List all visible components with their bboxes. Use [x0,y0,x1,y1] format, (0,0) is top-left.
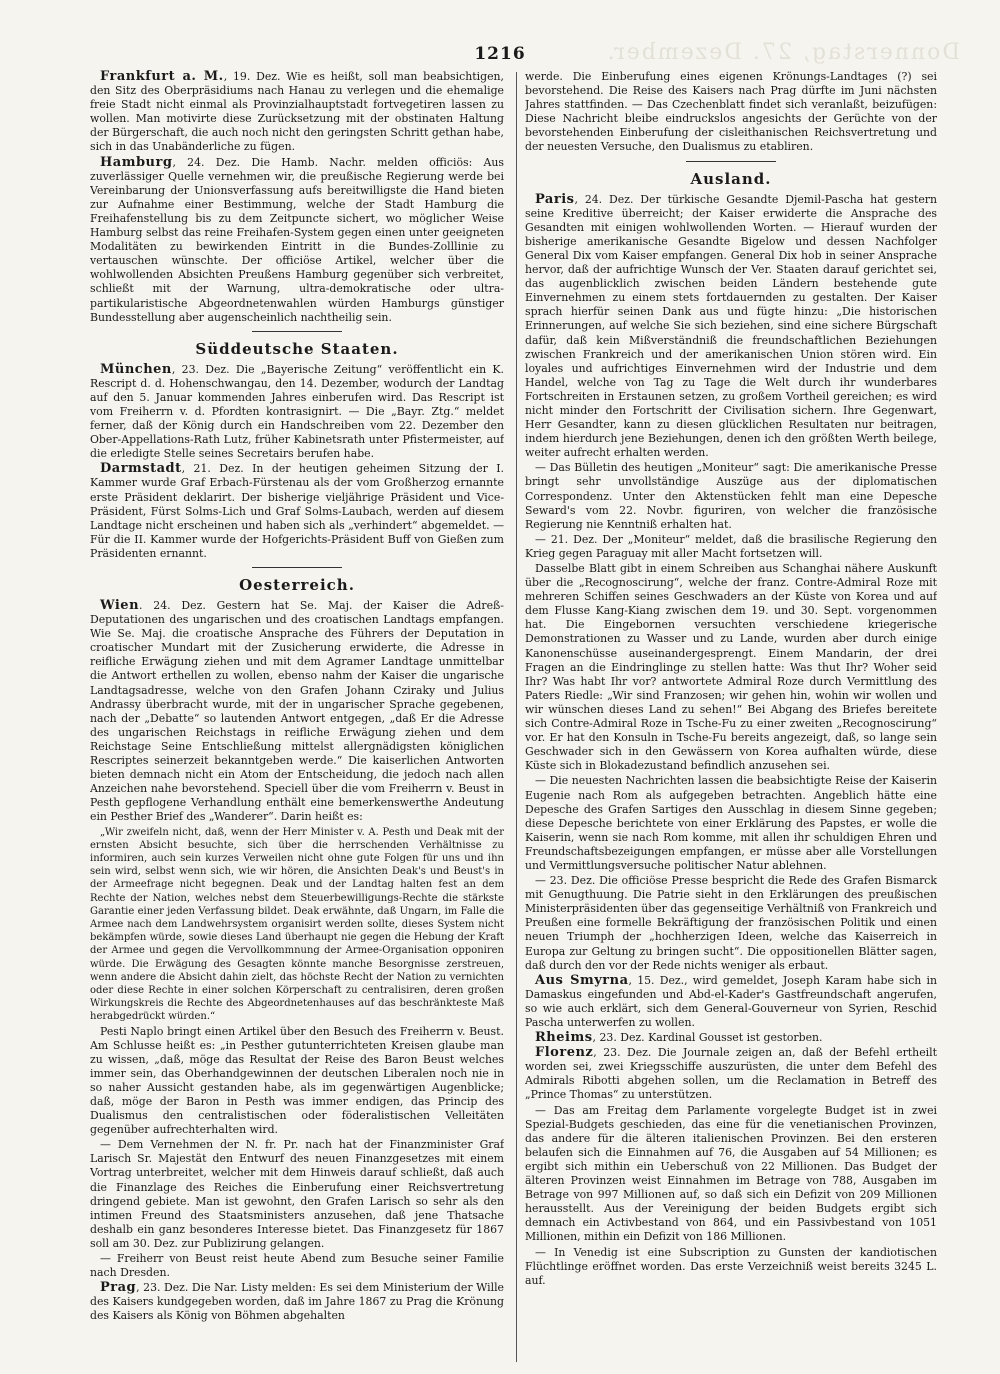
quoted-paragraph [90,826,504,1024]
paragraph-text: „Wir zweifeln nicht, daß, wenn der Herr Minister v. A. Pesth und Deak mit der ernsten Absicht besuchte, sich über die herrschenden Verhältnisse zu informiren, auch sein kurzes Verweilen nicht ohne gute Folgen für uns und ihn sein wird, selbst wenn sich, wie wir hören, die Ansichten Deak's und Beust's in der Armeefrage nicht begegnen. Deak und der Landtag halten fest an dem Rechte der Nation, welches nebst dem Steuerbewilligungs-Rechte die stärkste Garantie einer jeden Verfassung bildet. Deak erwähnte, daß Ungarn, im Falle die Armee nach dem Landwehrsystem organisirt werden sollte, dieses System nicht bekämpfen würde, sowie dieses Land überhaupt nie gegen die Hebung der Kraft der Armee und gegen die Vervollkommnung der Armee-Organisation opponiren würde. Die Erwägung des Gesagten könnte manche Besorgnisse zerstreuen, wenn andere die Absicht dahin zielt, das höchste Recht der Nation zu vernichten oder diese Rechte in einer solchen Körperschaft zu centralisiren, deren großen Wirkungskreis die Rechte des Abgeordnetenhauses auf das beschränkteste Maß herabgedrückt würden.“ [90,826,504,1023]
dateline: Prag [100,1280,137,1296]
paragraph-text: Pesti Naplo bringt einen Artikel über den Besuch des Freiherrn v. Beust. Am Schlusse heißt es: „in Pesther gutunterrichteten Kreisen glaube man zu wissen, „daß, möge das Resultat der Reise des Baron Beust welches immer sein, das Oberhandgewinnen der deutschen Liberalen noch nie in so naher Aussicht gestanden habe, als im gegenwärtigen Augenblicke; daß, möge der Baron in Pesth was immer endigen, das Princip des Dualismus den centralistischen oder föderalistischen Velleitäten gegenüber aufrechterhalten wird. [90,1024,504,1137]
article-paragraph [525,874,937,973]
paragraph-text: , 19. Dez. Wie es heißt, soll man beabsichtigen, den Sitz des Oberpräsidiums nach Hanau zu verlegen und die ehemalige freie Stadt nicht einmal als Provinzialhauptstadt fortvegetiren lassen zu wollen. Man motivirte diese Zurücksetzung mit der obstinaten Haltung der Bürgerschaft, die auch noch nicht den geringsten Schritt gethan habe, sich in das Unabänderliche zu fügen. [90,70,504,154]
article-paragraph [525,1104,937,1245]
paragraph-text: — Das am Freitag dem Parlamente vorgelegte Budget ist in zwei Spezial-Budgets geschieden, das eine für die venetianischen Provinzen, das andere für die älteren italienischen Provinzen. Bei den ersteren belaufen sich die Einnahmen auf 76, die Ausgaben auf 54 Millionen; es ergibt sich mithin ein Ueberschuß von 22 Millionen. Das Budget der älteren Provinzen weist Einnahmen im Betrage von 788, Ausgaben im Betrage von 997 Millionen auf, so daß sich ein Defizit von 209 Millionen herausstellt. Aus der Vereinigung der beiden Budgets ergibt sich demnach ein Activbestand von 864, und ein Passivbestand von 1051 Millionen, mithin ein Defizit von 186 Millionen. [525,1103,937,1244]
paragraph-text: — Freiherr von Beust reist heute Abend zum Besuche seiner Familie nach Dresden. [90,1252,504,1280]
section-heading: Oesterreich. [239,576,355,594]
dateline: Rheims [535,1030,593,1046]
article-paragraph [90,156,504,325]
left-column [90,70,504,1360]
dateline: Frankfurt a. M. [100,70,224,84]
article-paragraph [525,974,937,1030]
article-paragraph [90,599,504,825]
page-number: 1216 [474,44,526,64]
paragraph-text: Dasselbe Blatt gibt in einem Schreiben aus Schanghai nähere Auskunft über die „Recognoscirung“, welche der franz. Contre-Admiral Roze mit mehreren Schiffen seines Geschwaders an der Küste von Korea und auf dem Flusse Kang-Kiang zwischen dem 19. und 30. Sept. vorgenommen hat. Die Eingebornen versuchten verschiedene kriegerische Demonstrationen zu Wasser und zu Lande, wurden aber durch einige Kanonenschüsse auseinandergesprengt. Einem Mandarin, der drei Fragen an die Eindringlinge zu stellen hatte: Was thut Ihr? Woher seid Ihr? Was habt Ihr vor? antwortete Admiral Roze durch Vermittlung des Paters Riedle: „Wir sind Franzosen; wir gehen hin, wohin wir wollen und wir wünschen dieses Land zu sehen!“ Bei Abgang des Briefes bereitete sich Contre-Admiral Roze in Tsche-Fu zu einer zweiten „Recognoscirung“ vor. Er hat den Konsuln in Tsche-Fu bereits angezeigt, daß, so lange sein Geschwader sich in den Gewässern von Korea aufhalten würde, diese Küste sich in Blokadezustand befindlich anzusehen sei. [525,562,937,773]
article-paragraph [90,363,504,462]
article-paragraph [90,462,504,561]
paragraph-text: — In Venedig ist eine Subscription zu Gunsten der kandiotischen Flüchtlinge eröffnet worden. Das erste Verzeichniß weist bereits 3245 L. auf. [525,1245,937,1287]
paragraph-text: , 15. Dez., wird gemeldet, Joseph Karam habe sich in Damaskus eingefunden und Abd-el-Kader's Gastfreundschaft angerufen, so wie auch erklärt, sich dem General-Gouverneur von Syrien, Reschid Pascha unterwerfen zu wollen. [525,973,937,1029]
article-paragraph [90,70,504,155]
article-paragraph [525,461,937,531]
paragraph-text: — 23. Dez. Die officiöse Presse bespricht die Rede des Grafen Bismarck mit Genugthuung. Die Patrie sieht in den Erklärungen des preußischen Ministerpräsidenten über das gegenseitige Verhältniß von Frankreich und Preußen eine formelle Bekräftigung der französischen Politik und einen neuen Triumph der „hochherzigen Ideen, welche das Kaiserreich in Europa zur Geltung zu bringen sucht“. Die oppositionellen Blätter sagen, daß durch den vor der Rede nichts weniger als erbaut. [525,874,937,972]
article-paragraph [90,1138,504,1251]
paragraph-text: — Das Bülletin des heutigen „Moniteur“ sagt: Die amerikanische Presse bringt sehr unvollständige Auszüge aus der diplomatischen Correspondenz. Unter den Aktenstücken fehlt man eine Depesche Seward's vom 22. Novbr. figuriren, von welcher die französische Regierung nie Kenntniß erhalten hat. [525,461,937,531]
dateline: Wien [100,598,140,613]
section-rule [252,567,342,568]
article-paragraph [525,70,937,155]
section-heading: Ausland. [690,169,772,188]
article-paragraph [525,774,937,873]
paragraph-text: , 21. Dez. In der heutigen geheimen Sitzung der I. Kammer wurde Graf Erbach-Fürstenau als der vom Großherzog ernannte erste Präsident deklarirt. Der bisherige vieljährige Präsident und Vice-Präsident, Fürst Solms-Lich und Graf Solms-Laubach, werden auf diesem Landtage nicht erscheinen und haben sich als „verhindert“ abgemeldet. — Für die II. Kammer wurde der Hofgerichts-Präsident Buff von Gießen zum Präsidenten ernannt. [90,462,504,560]
bleed-through-header: Donnerstag, 27. Dezember. [605,40,960,65]
paragraph-text: werde. Die Einberufung eines eigenen Krönungs-Landtages (?) sei bevorstehend. Die Reise des Kaisers nach Prag dürfte im Juni nächsten Jahres stattfinden. — Das Czechenblatt findet sich veranlaßt, beizufügen: Diese Nachricht bleibe eindruckslos angesichts der Gerüchte von der bevorstehenden Einberufung der cisleithanischen Reichsvertretung und der neuesten Versuche, den Dualismus zu etabliren. [525,70,937,154]
dateline: Hamburg [100,154,173,170]
dateline: Paris [535,191,575,207]
section-rule [252,331,342,332]
article-paragraph [90,1281,504,1323]
paragraph-text: , 23. Dez. Die „Bayerische Zeitung“ veröffentlicht ein K. Rescript d. d. Hohenschwangau, den 14. Dezember, wodurch der Landtag auf den 5. Januar kommenden Jahres einberufen wird. Das Rescript ist vom Freiherrn v. d. Pfordten kontrasignirt. — Die „Bayr. Ztg.“ meldet ferner, daß der König durch ein Handschreiben vom 22. Dezember den Ober-Appellations-Rath Lutz, früher Kabinetsrath unter Pfistermeister, auf die erledigte Stelle seines Secretairs berufen habe. [90,362,504,461]
paragraph-text: — Die neuesten Nachrichten lassen die beabsichtigte Reise der Kaiserin Eugenie nach Rom als aufgegeben betrachten. Angeblich hätte eine Depesche des Grafen Sartiges den Ausschlag in diesem Sinne gegeben; diese Depesche berichtete von einer Erklärung des Papstes, er wolle die Kaiserin, wenn sie nach Rom komme, mit allen ihr schuldigen Ehren und Freundschaftsbezeigungen empfangen, er müsse aber alle Vorstellungen und Vermittlungsversuche politischer Natur ablehnen. [525,774,937,872]
paragraph-text: , 24. Dez. Der türkische Gesandte Djemil-Pascha hat gestern seine Kreditive überreicht; der Kaiser erwiderte die Ansprache des Gesandten mit einigen wohlwollenden Worten. — Hierauf wurden der bisherige amerikanische Gesandte Bigelow und dessen Nachfolger General Dix vom Kaiser empfangen. General Dix hob in seiner Ansprache hervor, daß der aufrichtige Wunsch der Ver. Staaten darauf gerichtet sei, das augenblicklich zwischen beiden Ländern bestehende gute Einvernehmen zu einem stets fortdauernden zu gestalten. Der Kaiser sprach hierfür seinen Dank aus und fügte hinzu: „Die historischen Erinnerungen, auf welche Sie sich beziehen, sind eine sichere Bürgschaft dafür, daß kein Mißverständniß die freundschaftlichen Beziehungen zwischen Frankreich und der amerikanischen Union stören wird. Ein loyales und aufrichtiges Einvernehmen wird der Industrie und dem Handel, welche von Tag zu Tage die Welt durch ihr wunderbares Fortschreiten in Erstaunen setzen, zu großem Vortheil gereichen; es wird nicht minder den Fortschritt der Civilisation sichern. Ihre Gegenwart, Herr Gesandter, kann zu diesen glücklichen Resultaten nur beitragen, indem hierdurch jene Beziehungen, denen ich den größten Werth beilege, weiter aufrecht erhalten werden. [525,192,937,460]
paragraph-text: , 24. Dez. Die Hamb. Nachr. melden officiös: Aus zuverlässiger Quelle vernehmen wir, die preußische Regierung werde bei Vereinbarung der Unionsverfassung aufs bereitwilligste die Hand bieten zur Aufnahme einer Bestimmung, welche der Stadt Hamburg die Freihafenstellung bis zu dem Zeitpuncte sichert, wo möglicher Weise Hamburg selbst das reine Freihafen-System gegen einen unter geeigneten Modalitäten zu bewirkenden Eintritt in die Bundes-Zolllinie zu vertauschen wünschte. Der officiöse Artikel, welcher über die wohlwollenden Absichten Preußens Hamburg gegenüber sich verbreitet, schließt mit der Warnung, ultra-demokratische oder ultra-partikularistische Abgeordnetenwahlen würden Hamburgs günstiger Bundesstellung aber augenscheinlich nachtheilig sein. [90,155,504,324]
section-heading: Süddeutsche Staaten. [195,339,399,358]
article-paragraph [525,1046,937,1102]
paragraph-text: — 21. Dez. Der „Moniteur“ meldet, daß die brasilische Regierung den Krieg gegen Paraguay mit aller Macht fortsetzen will. [525,532,937,560]
column-divider [516,72,517,1362]
right-column [525,70,937,1360]
dateline: München [100,361,172,377]
dateline: Darmstadt [100,461,182,477]
article-paragraph [525,533,937,561]
paragraph-text: , 23. Dez. Kardinal Gousset ist gestorben. [592,1031,823,1045]
dateline: Aus Smyrna [535,972,629,988]
paragraph-text: — Dem Vernehmen der N. fr. Pr. nach hat der Finanzminister Graf Larisch Sr. Majestät den Entwurf des neuen Finanzgesetzes mit einem Vortrag unterbreitet, welcher mit dem Hinweis darauf schließt, daß auch die Finanzlage des Reiches die Einberufung einer Reichsvertretung dringend gebiete. Man ist gewohnt, den Grafen Larisch so sehr als den intimen Freund des Staatsministers anzusehen, daß jene Thatsache deshalb ein ganz besonderes Interesse bietet. Das Finanzgesetz für 1867 soll am 30. Dez. zur Publizirung gelangen. [90,1138,504,1250]
paragraph-text: . 24. Dez. Gestern hat Se. Maj. der Kaiser die Adreß-Deputationen des ungarischen und des croatischen Landtags empfangen. Wie Se. Maj. die croatische Ansprache des Führers der Deputation in croatischer Mundart mit der Zusicherung erwiderte, die Adresse in reifliche Erwägung ziehen und mit dem Agramer Landtage unmittelbar die Antwort erthellen zu wollen, ebenso nahm der Kaiser die ungarische Landtagsadresse, welche von den Grafen Johann Cziraky und Julius Andrassy überbracht wurde, mit der in ungarischer Sprache gegebenen, nach der „Debatte“ so lautenden Antwort entgegen, „daß Er die Adresse des ungarischen Reichstags in reifliche Erwägung ziehen und dem Reichstage Seine Entschließung mittelst allergnädigsten königlichen Rescriptes seinerzeit bekanntgeben werde.“ Die kaiserlichen Antworten bieten demnach nicht ein Atom der Entscheidung, die jedoch nach allen Anzeichen nahe bevorstehend. Speciell über die vom Freiherrn v. Beust in Pesth gepflogene Verhandlung enthält eine bemerkenswerthe Andeutung ein Pesther Brief des „Wanderer“. Darin heißt es: [90,599,504,824]
article-paragraph [90,1025,504,1138]
article-paragraph [525,1246,937,1288]
section-rule [686,161,776,162]
paragraph-text: , 23. Dez. Die Nar. Listy melden: Es sei dem Ministerium der Wille des Kaisers kundgegeben worden, daß im Jahre 1867 zu Prag die Krönung des Kaisers als König von Böhmen abgehalten [90,1281,504,1323]
article-paragraph [525,562,937,773]
article-paragraph [90,1252,504,1280]
article-paragraph [525,193,937,461]
article-paragraph [525,1031,937,1045]
dateline: Florenz [535,1045,594,1061]
paragraph-text: , 23. Dez. Die Journale zeigen an, daß der Befehl ertheilt worden sei, zwei Kriegsschiffe auszurüsten, die unter dem Befehl des Admirals Ribotti abgehen sollen, um die Reclamation in Betreff des „Prince Thomas“ zu unterstützen. [525,1046,937,1102]
